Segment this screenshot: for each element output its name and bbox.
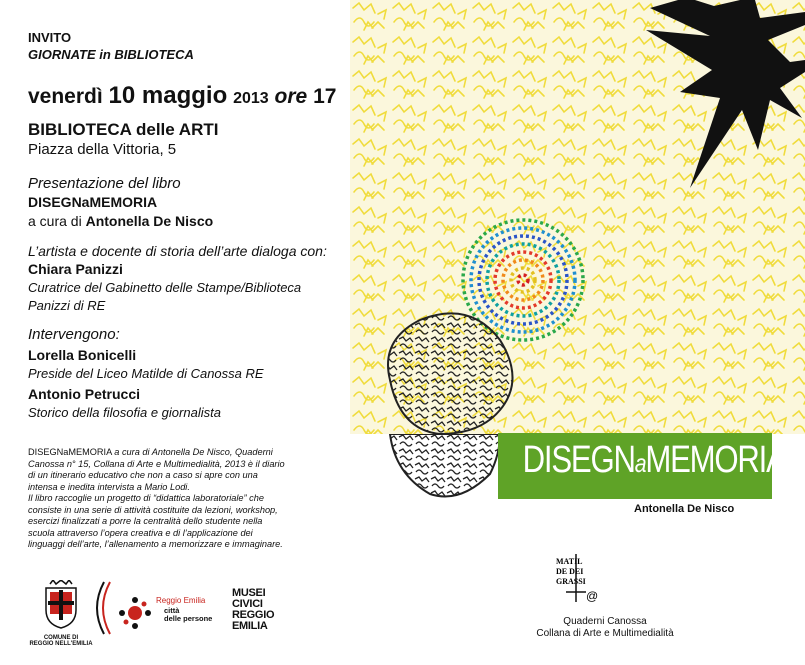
dialogue-role-1: Curatrice del Gabinetto delle Stampe/Biblioteca: [28, 280, 302, 295]
cover-author: Antonella De Nisco: [634, 503, 735, 515]
artwork-svg: [350, 0, 805, 434]
event-date: [28, 82, 336, 110]
description-line: Il libro raccoglie un progetto di “didattica laboratoriale” che: [28, 493, 264, 503]
re-city-label-3: delle persone: [164, 614, 213, 623]
speaker-role: Preside del Liceo Matilde di Canossa RE: [28, 366, 264, 381]
comune-logo: [29, 580, 93, 650]
crest-icon: [36, 580, 86, 630]
description-line: esercizi finalizzati a porre la centralità dello studente nella: [28, 516, 263, 526]
book-cover-title: DISEGNaMEMORIA: [522, 439, 786, 481]
re-city-label-1: Reggio Emilia: [156, 596, 206, 605]
description-title: DISEGNaMEMORIA: [28, 447, 112, 457]
description-line: linguaggi dell’arte, l’allenamento a memorizzare e immaginare.: [28, 539, 283, 549]
speaker-role: Storico della filosofia e giornalista: [28, 405, 221, 420]
reggio-city-logo: [118, 592, 228, 632]
venue-name: BIBLIOTECA delle ARTI: [28, 120, 219, 139]
description-line: [28, 447, 358, 459]
dark-scribble-blob: [388, 313, 513, 434]
description-line: Canossa n° 15, Collana di Arte e Multimedialità, 2013 è il diario: [28, 458, 285, 469]
comune-label-1: COMUNE DI: [43, 635, 79, 641]
svg-text:MATIL: MATIL: [556, 557, 583, 566]
speaker-name: Lorella Bonicelli: [28, 347, 137, 363]
musei-word: MUSEI: [232, 587, 266, 599]
re-city-label-2: città: [164, 606, 180, 615]
speakers-intro: Intervengono:: [28, 326, 120, 343]
book-cover-title-box: [498, 433, 786, 499]
venue-address: Piazza della Vittoria, 5: [28, 141, 177, 158]
description-text: a cura di Antonella De Nisco, Quaderni: [114, 447, 273, 457]
canossa-mark-icon: [552, 552, 602, 604]
musei-word: REGGIO: [232, 609, 275, 621]
svg-text:DE DEI: DE DEI: [556, 567, 584, 576]
book-title: DISEGNaMEMORIA: [28, 194, 158, 210]
canossa-label-2: Collana di Arte e Multimedialità: [536, 628, 674, 639]
speaker-name: Antonio Petrucci: [28, 386, 141, 402]
dialogue-name: Chiara Panizzi: [28, 261, 123, 277]
curated-by: [28, 213, 213, 229]
dialogue-intro: L’artista e docente di storia dell’arte dialoga con:: [28, 243, 327, 259]
comune-label-2: REGGIO NELL'EMILIA: [29, 641, 93, 647]
date-weekday: venerdì: [28, 85, 103, 108]
cover-artwork: [350, 0, 805, 434]
musei-word: EMILIA: [232, 620, 268, 632]
svg-text:GRASSI: GRASSI: [556, 577, 586, 586]
svg-text:@: @: [586, 589, 599, 603]
date-daymonth: 10 maggio: [108, 82, 228, 109]
description-line: scuola attraverso l’opera creativa e di l’applicazione dei: [28, 527, 253, 538]
people-circle-icon: [118, 596, 152, 630]
presentation-intro: Presentazione del libro: [28, 175, 181, 192]
canossa-label-1: Quaderni Canossa: [563, 616, 647, 627]
date-year: 2013: [233, 90, 269, 107]
description-line: intensa e inedita intervista a Mario Lodi.: [28, 481, 190, 492]
date-hour: 17: [313, 85, 337, 108]
curator-name: Antonella De Nisco: [85, 213, 214, 229]
book-description: [28, 447, 358, 551]
musei-word: CIVICI: [232, 598, 263, 610]
curated-prefix: a cura di: [28, 213, 82, 229]
dialogue-role-2: Panizzi di RE: [28, 298, 106, 313]
description-line: di un itinerario educativo che non a caso si apre con una: [28, 470, 258, 480]
series-title: GIORNATE in BIBLIOTECA: [28, 47, 194, 62]
invito-label: INVITO: [28, 30, 72, 45]
date-ore: ore: [274, 85, 308, 108]
description-line: consiste in una serie di attività costituite da lezioni, workshop,: [28, 504, 278, 515]
musei-civici-logo: [232, 588, 274, 632]
